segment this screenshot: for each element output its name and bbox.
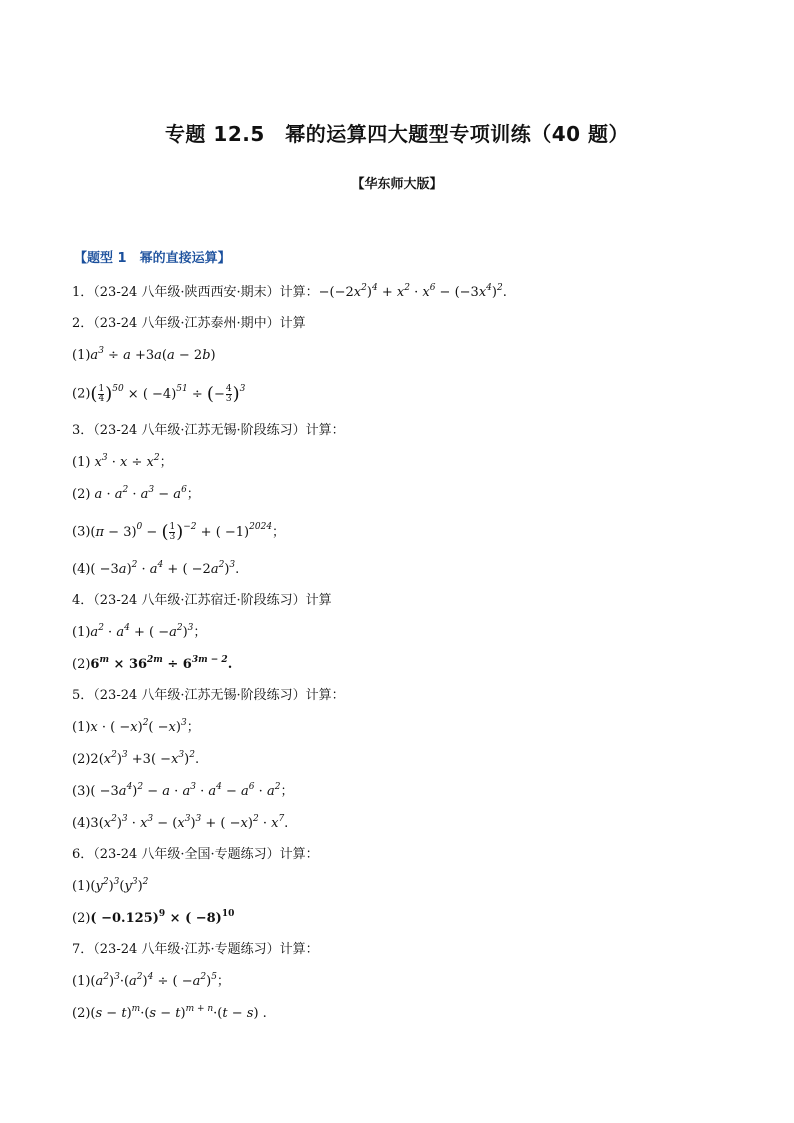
question-7-part-2: $(2)(s - t)^m\cdot(s - t)^{m + n}\cdot(t - s)$ . [72,1003,267,1021]
part-label: (1) [72,625,91,640]
part-label: (1) [72,720,91,735]
question-6: 6．（23-24 八年级·全国·专题练习）计算： [72,847,319,862]
question-5: 5．（23-24 八年级·江苏无锡·阶段练习）计算： [72,688,345,703]
part-label: (2) [72,911,91,926]
part-label: (3) [72,524,91,540]
part-label: (2) [72,752,91,767]
question-7: 7．（23-24 八年级·江苏·专题练习）计算： [72,942,319,957]
question-6-part-1: $(1)(y^2)^3(y^3)^2$ [72,876,149,894]
part-label: (2) [72,386,91,402]
question-2-part-1: $(1)a^3 \div a +3a(a - 2b)$ [72,345,216,363]
question-4-part-1: $(1)a^2 \cdot a^4$ + ( $-a^2)^3$； [72,622,207,640]
question-2: 2．（23-24 八年级·江苏泰州·期中）计算 [72,316,306,331]
question-1 [72,283,507,303]
question-5-part-1: (1)x · ( $-x)^2( -x)^3$； [72,717,200,735]
question-3-part-2: (2) $a \cdot a^2 \cdot a^3 - a^6$； [72,484,200,502]
question-1-text: 1．（23-24 八年级·陕西西安·期末）计算： [72,285,319,300]
question-7-part-1: $(1)(a^2)^3\cdot(a^2)^4$ ÷ ( $-a^2)^5$； [72,971,230,989]
question-2-part-2: (2)( $\frac{1}{4}$ )$^{50}$ × ( −4)$^{51}$ ÷ (− $\frac{4}{3}$ )$^3$ [72,383,246,404]
question-3-part-4: $(4)( -3a)^2 \cdot a^4$ + ( $-2a^2)^3$. [72,559,240,577]
part-label: (2) [72,657,91,672]
section-heading: 【题型 1 幂的直接运算】 [74,251,231,266]
question-4-part-2: $(2)6^m \times 36^{2m} \div 6^{3m - 2}$. [72,654,233,672]
question-5-part-2: $(2)2(x^2)^3 +3( -x^3)^2$. [72,749,200,767]
part-label: (2) [72,487,91,502]
question-3: 3．（23-24 八年级·江苏无锡·阶段练习）计算： [72,423,345,438]
question-4: 4．（23-24 八年级·江苏宿迁·阶段练习）计算 [72,593,332,608]
question-5-part-3: $(3)( -3a^4)^2 - a \cdot a^3 \cdot a^4 - a^6 \cdot a^2$； [72,781,294,799]
question-3-part-1: (1) $x^3 \cdot x \div x^2$； [72,452,173,470]
part-label: (1) [72,879,91,894]
part-label: (1) [72,348,91,363]
question-3-part-3: $(3)(\pi - 3)^0$ − ( $\frac{1}{3}$ )$^{-2}$ + ( −1)$^{2024}$； [72,521,286,542]
part-label: (2) [72,1006,91,1021]
part-label: (3) [72,784,91,799]
part-label: (4) [72,562,91,577]
part-label: (1) [72,455,91,470]
question-5-part-4: $(4)3(x^2)^3 \cdot x^3 - (x^3)^3$ + ( $-x)^2 \cdot x^7$. [72,813,289,831]
part-label: (4) [72,816,91,831]
page-title: 专题 12.5 幂的运算四大题型专项训练（40 题） [164,122,630,146]
part-label: (1) [72,974,91,989]
question-1-formula: $-(-2x^2)^4 + x^2 \cdot x^6 - (-3x^4)^2$. [318,282,507,300]
edition-label: 【华东师大版】 [351,177,443,192]
question-6-part-2: $(2)( -0.125)^9$ × ( −8)$^{10}$ [72,908,235,926]
